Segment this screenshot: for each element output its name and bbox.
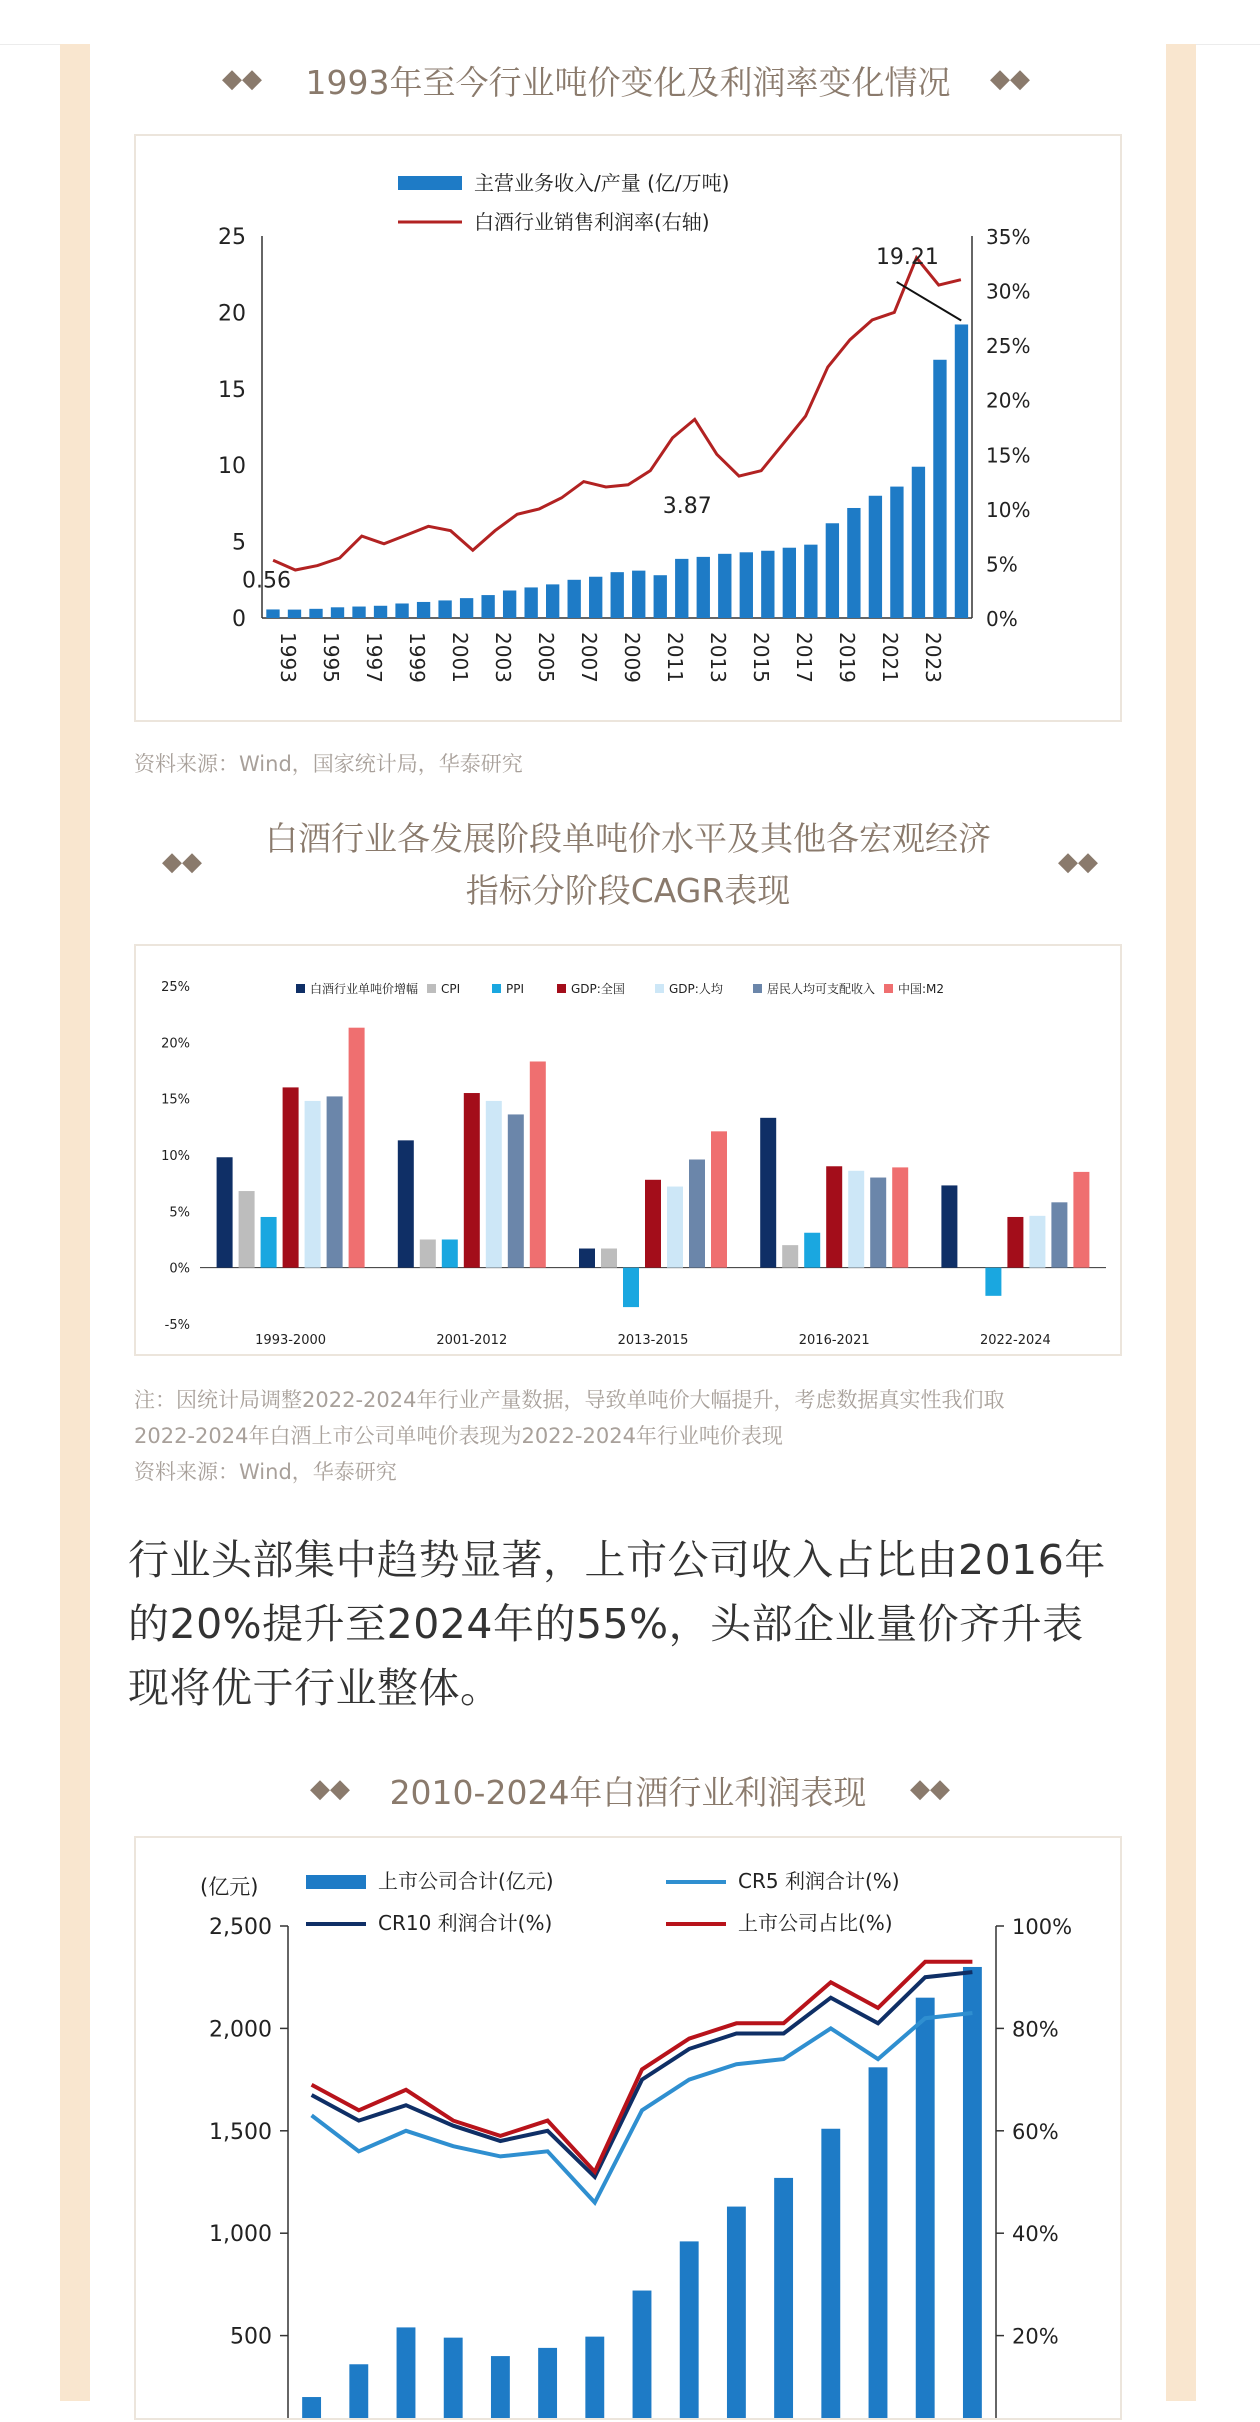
- bar: [442, 1240, 458, 1268]
- bar: [963, 1967, 982, 2418]
- legend-bar-swatch: [398, 176, 462, 190]
- bar: [689, 1160, 705, 1268]
- bar: [261, 1217, 277, 1268]
- bar: [821, 2129, 840, 2418]
- legend-swatch: [655, 984, 664, 993]
- y-tick-label: 5: [232, 530, 246, 556]
- bar: [1007, 1217, 1023, 1268]
- bar: [444, 2338, 463, 2418]
- bar: [740, 552, 753, 618]
- y-tick-label: 500: [230, 2324, 272, 2350]
- x-tick-label: 2013-2015: [617, 1333, 689, 1348]
- paragraph-line2: 的20%提升至2024年的55%，头部企业量价齐升表: [128, 1600, 1084, 1648]
- bar: [804, 1233, 820, 1268]
- x-tick-label: 2007: [576, 632, 601, 683]
- y2-tick-label: 5%: [986, 552, 1018, 577]
- x-tick-label: 2015: [749, 632, 774, 683]
- legend-label: 上市公司合计(亿元): [378, 1869, 554, 1893]
- bar: [349, 2364, 368, 2418]
- y-tick-label: 15%: [161, 1092, 190, 1108]
- legend-label: 上市公司占比(%): [738, 1911, 893, 1935]
- chart2-svg: [136, 946, 1120, 1354]
- diamond-ornament-icon: ◆◆: [910, 1774, 950, 1804]
- bar: [524, 587, 537, 618]
- legend-swatch: [557, 984, 566, 993]
- bar: [760, 1118, 776, 1268]
- x-tick-label: 1995: [318, 632, 343, 683]
- chart2-source: 资料来源：Wind，华泰研究: [134, 1460, 397, 1484]
- bar: [417, 602, 430, 618]
- bar: [782, 1245, 798, 1268]
- article-panel: [90, 44, 1166, 2401]
- bar: [288, 610, 301, 618]
- legend-swatch: [884, 984, 893, 993]
- bar: [718, 554, 731, 618]
- bar: [420, 1240, 436, 1268]
- bar: [869, 496, 882, 618]
- bar: [826, 523, 839, 618]
- legend-swatch: [753, 984, 762, 993]
- paragraph-line1: 行业头部集中趋势显著，上市公司收入占比由2016年: [128, 1536, 1106, 1584]
- chart3-box: [134, 1836, 1122, 2420]
- x-tick-label: 1999: [404, 632, 429, 683]
- y2-tick-label: 60%: [1012, 2119, 1059, 2144]
- diamond-ornament-icon: ◆◆: [1058, 847, 1098, 877]
- y2-tick-label: 25%: [986, 334, 1031, 359]
- bar: [546, 584, 559, 618]
- left-border-strip: [60, 44, 90, 2401]
- bar: [283, 1087, 299, 1267]
- bar: [933, 360, 946, 618]
- bar: [804, 545, 817, 618]
- bar: [675, 559, 688, 618]
- bar: [1029, 1216, 1045, 1268]
- chart2-box: [134, 944, 1122, 1356]
- y2-tick-label: 10%: [986, 497, 1031, 522]
- bar: [352, 607, 365, 618]
- y2-tick-label: 0%: [986, 607, 1018, 631]
- bar: [589, 577, 602, 618]
- chart2-title-line1: 白酒行业各发展阶段单吨价水平及其他各宏观经济: [265, 819, 991, 858]
- chart1-box: [134, 134, 1122, 722]
- annotation-label: 19.21: [875, 244, 939, 270]
- diamond-ornament-icon: ◆◆: [990, 64, 1030, 94]
- annotation-label: 0.56: [242, 568, 291, 594]
- y2-tick-label: 40%: [1012, 2222, 1059, 2247]
- annotation-leader-line: [897, 282, 962, 321]
- y-tick-label: 1,500: [209, 2119, 272, 2145]
- bar: [645, 1180, 661, 1268]
- bar: [486, 1101, 502, 1268]
- bar: [398, 1140, 414, 1267]
- chart2-note-line2: 2022-2024年白酒上市公司单吨价表现为2022-2024年行业吨价表现: [134, 1424, 783, 1448]
- y2-tick-label: 100%: [1012, 1915, 1073, 1939]
- y2-tick-label: 30%: [986, 279, 1031, 304]
- bar: [438, 600, 451, 618]
- x-tick-label: 1997: [361, 632, 386, 683]
- y-tick-label: 25%: [161, 980, 190, 995]
- bar: [538, 2348, 557, 2418]
- x-tick-label: 2017: [792, 632, 817, 683]
- legend-label: 主营业务收入/产量 (亿/万吨): [474, 171, 730, 195]
- bar: [847, 508, 860, 618]
- bar: [460, 598, 473, 618]
- x-tick-label: 2022-2024: [979, 1333, 1051, 1348]
- x-tick-label: 1993: [275, 632, 300, 683]
- legend-label: CR10 利润合计(%): [378, 1911, 553, 1935]
- bar: [601, 1249, 617, 1268]
- bar: [761, 551, 774, 618]
- bar: [331, 607, 344, 618]
- annotation-label: 3.87: [662, 494, 712, 520]
- y-axis-unit-label: (亿元): [200, 1875, 259, 1899]
- bar: [826, 1166, 842, 1267]
- bar: [916, 1998, 935, 2418]
- bar: [309, 609, 322, 618]
- y-tick-label: 10%: [161, 1149, 190, 1164]
- bar: [632, 571, 645, 618]
- legend-label: 居民人均可支配收入: [767, 982, 876, 996]
- legend-label: CR5 利润合计(%): [738, 1869, 900, 1893]
- chart3-title: 2010-2024年白酒行业利润表现: [389, 1773, 867, 1812]
- chart2-title-line2: 指标分阶段CAGR表现: [465, 871, 791, 910]
- bar: [327, 1096, 343, 1267]
- legend-label: PPI: [506, 982, 525, 996]
- y-tick-label: 0: [232, 607, 246, 632]
- bar: [680, 2241, 699, 2418]
- x-tick-label: 2021: [878, 632, 903, 683]
- bar: [508, 1114, 524, 1267]
- x-tick-label: 1993-2000: [255, 1333, 327, 1348]
- legend-bar-swatch: [306, 1875, 366, 1889]
- bar: [397, 2327, 416, 2418]
- x-tick-label: 2011: [663, 632, 688, 683]
- bar: [985, 1268, 1001, 1296]
- y-tick-label: 1,000: [209, 2222, 272, 2248]
- legend-label: 中国:M2: [898, 982, 945, 996]
- y-tick-label: -5%: [164, 1318, 190, 1333]
- bar: [302, 2397, 321, 2418]
- bar: [869, 2067, 888, 2418]
- bar: [579, 1249, 595, 1268]
- x-tick-label: 2001-2012: [436, 1333, 508, 1348]
- y-tick-label: 20: [218, 301, 246, 327]
- legend-label: 白酒行业单吨价增幅: [310, 982, 419, 996]
- legend-label: CPI: [441, 982, 461, 996]
- bar: [585, 2337, 604, 2418]
- legend-swatch: [427, 984, 436, 993]
- bar: [774, 2178, 793, 2418]
- paragraph-line3: 现将优于行业整体。: [128, 1664, 502, 1712]
- x-tick-label: 2001: [447, 632, 472, 683]
- bar: [568, 580, 581, 618]
- bar: [491, 2356, 510, 2418]
- y-tick-label: 20%: [161, 1036, 190, 1052]
- bar: [848, 1171, 864, 1268]
- y-tick-label: 5%: [169, 1205, 190, 1221]
- bar: [464, 1093, 480, 1268]
- diamond-ornament-icon: ◆◆: [222, 64, 262, 94]
- y2-tick-label: 80%: [1012, 2017, 1059, 2042]
- chart3-svg: [136, 1838, 1120, 2418]
- x-tick-label: 2016-2021: [798, 1333, 870, 1348]
- y2-tick-label: 15%: [986, 443, 1031, 468]
- bar: [890, 487, 903, 618]
- bar: [217, 1157, 233, 1267]
- bar: [481, 595, 494, 618]
- right-border-strip: [1166, 44, 1196, 2401]
- bar: [870, 1178, 886, 1268]
- bar: [912, 467, 925, 618]
- legend-label: GDP:全国: [571, 982, 625, 996]
- bar: [667, 1187, 683, 1268]
- legend-label: 白酒行业销售利润率(右轴): [474, 210, 710, 234]
- bar: [1073, 1172, 1089, 1268]
- bar: [783, 548, 796, 618]
- y-tick-label: 25: [218, 225, 246, 250]
- x-tick-label: 2003: [490, 632, 515, 683]
- bar: [727, 2207, 746, 2418]
- diamond-ornament-icon: ◆◆: [310, 1774, 350, 1804]
- diamond-ornament-icon: ◆◆: [162, 847, 202, 877]
- x-tick-label: 2013: [706, 632, 731, 683]
- bar: [239, 1191, 255, 1268]
- y2-tick-label: 35%: [986, 225, 1031, 249]
- chart2-note-line1: 注：因统计局调整2022-2024年行业产量数据，导致单吨价大幅提升，考虑数据真实性我们取: [134, 1388, 1005, 1412]
- legend-label: GDP:人均: [669, 982, 723, 996]
- y-tick-label: 0%: [169, 1261, 190, 1277]
- y-tick-label: 15: [218, 377, 246, 403]
- x-tick-label: 2019: [835, 632, 860, 683]
- bar: [266, 609, 279, 618]
- x-tick-label: 2009: [620, 632, 644, 683]
- x-tick-label: 2005: [533, 632, 558, 683]
- chart1-svg: [136, 136, 1120, 720]
- bar: [305, 1101, 321, 1268]
- chart1-title: 1993年至今行业吨价变化及利润率变化情况: [305, 63, 951, 102]
- bar: [374, 606, 387, 618]
- bar: [633, 2291, 652, 2418]
- bar: [395, 603, 408, 618]
- x-tick-label: 2023: [921, 632, 946, 683]
- bar: [1051, 1202, 1067, 1267]
- y2-tick-label: 20%: [1012, 2324, 1059, 2349]
- legend-swatch: [296, 984, 305, 993]
- bar: [697, 557, 710, 618]
- legend-swatch: [492, 984, 501, 993]
- bar: [349, 1028, 365, 1268]
- bar: [530, 1061, 546, 1267]
- y-tick-label: 10: [218, 454, 246, 480]
- y-tick-label: 2,500: [209, 1915, 272, 1940]
- bar: [623, 1268, 639, 1307]
- top-bar: [0, 0, 1260, 45]
- bar: [711, 1131, 727, 1267]
- chart1-source: 资料来源：Wind，国家统计局，华泰研究: [134, 752, 523, 776]
- bar: [611, 572, 624, 618]
- bar: [654, 575, 667, 618]
- bar: [941, 1185, 957, 1267]
- y-tick-label: 2,000: [209, 2017, 272, 2043]
- bar: [503, 590, 516, 618]
- bar: [892, 1167, 908, 1267]
- y2-tick-label: 20%: [986, 388, 1031, 413]
- bar: [955, 324, 968, 618]
